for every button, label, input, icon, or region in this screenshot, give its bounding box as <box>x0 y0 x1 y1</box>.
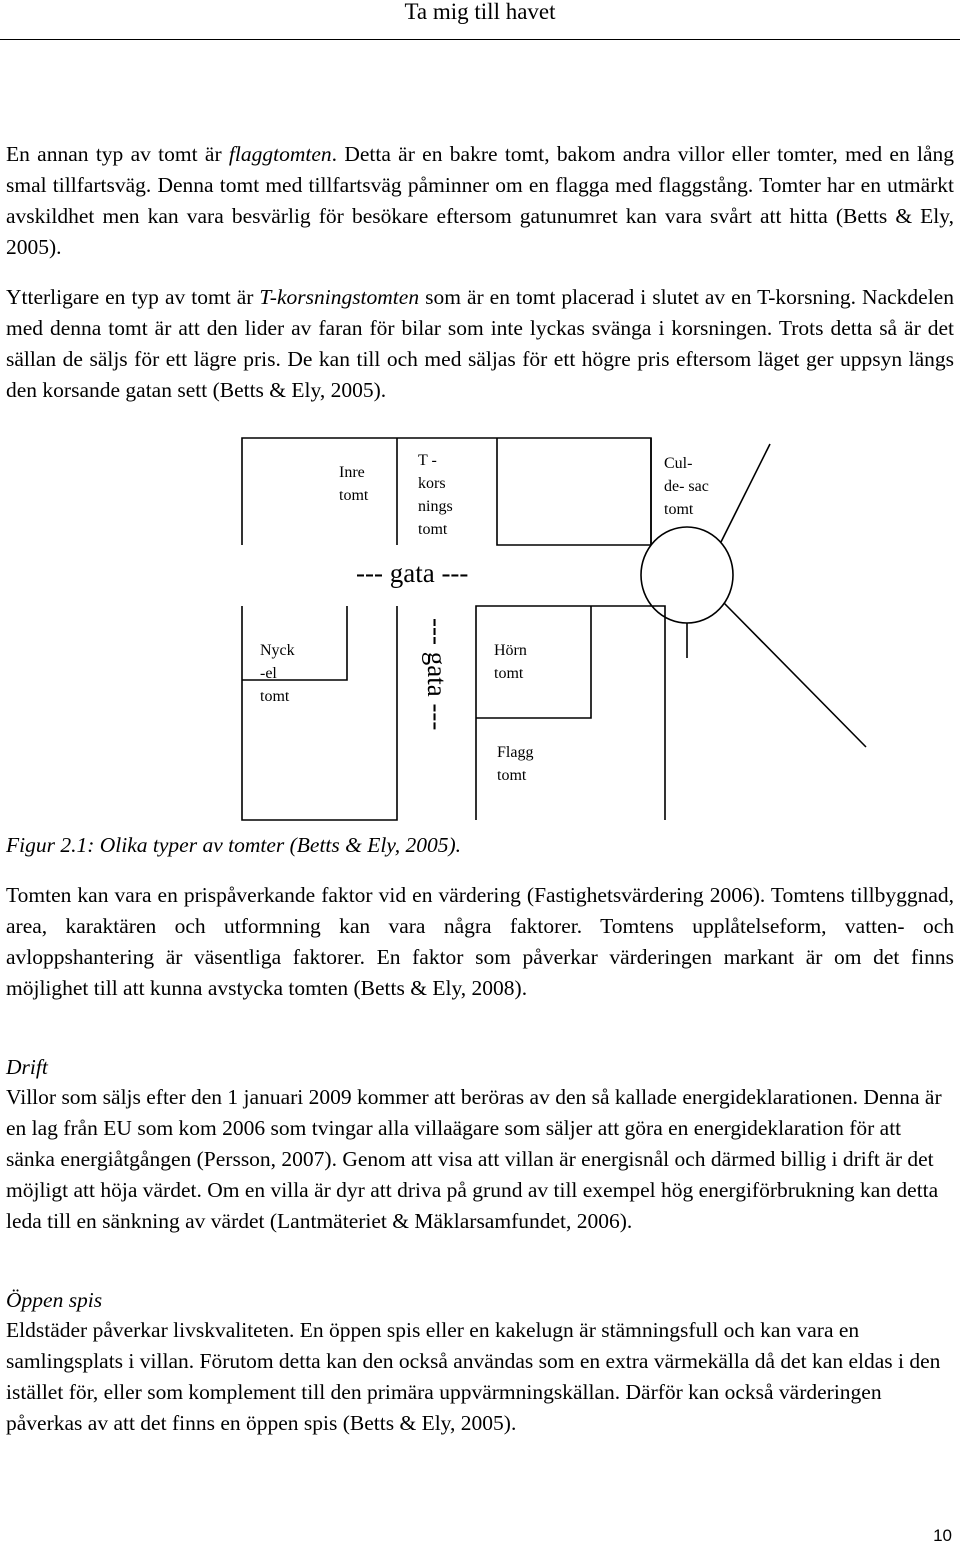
label-street-vertical: --- gata --- <box>422 618 452 731</box>
page-header: Ta mig till havet <box>404 0 556 24</box>
divider-tkors-culdesac <box>497 438 651 545</box>
culdesac-line-upper <box>721 444 770 542</box>
label-flaggtomt: Flagg tomt <box>497 744 534 784</box>
paragraph-flaggtomt-before: En annan typ av tomt är <box>6 142 229 166</box>
label-horntomt: Hörn tomt <box>494 642 527 682</box>
culdesac-line-lower <box>724 603 866 747</box>
paragraph-oppen-spis: Eldstäder påverkar livskvaliteten. En öppen spis eller en kakelugn är stämningsfull och kan vara en samlingsplats i villan. Förutom detta kan den också användas som en extra värmekälla då det kan eldas i den istället för, eller som komplement till den primära uppvärmningskällan. Därför kan också värderingen påverkas av att det finns en öppen spis (Betts & Ely, 2005). <box>6 1318 941 1435</box>
cul-de-sac-circle <box>641 527 733 623</box>
lot-diagram-lines <box>0 420 960 830</box>
heading-oppen-spis: Öppen spis <box>6 1288 103 1312</box>
label-inre-tomt: Inre tomt <box>339 464 369 504</box>
paragraph-flaggtomt <box>6 139 954 263</box>
label-nyckeltomt: Nyck -el tomt <box>260 642 295 705</box>
figure-caption: Figur 2.1: Olika typer av tomter (Betts & Ely, 2005). <box>6 833 461 857</box>
paragraph-t-korsning <box>6 282 954 406</box>
term-t-korsningstomten: T-korsningstomten <box>259 285 420 309</box>
header-rule <box>0 39 960 40</box>
label-t-korsningstomt: T - kors nings tomt <box>418 452 453 538</box>
page-number: 10 <box>933 1526 952 1545</box>
paragraph-prispaverkande: Tomten kan vara en prispåverkande faktor vid en värdering (Fastighetsvärdering 2006). Tomtens tillbyggnad, area, karaktären och utformning kan vara några faktorer. Tomtens upplåtelseform, vatten- och avloppshantering är väsentliga faktorer. En faktor som påverkar värderingen markant är om det finns möjlighet till att kunna avstycka tomten (Betts & Ely, 2008). <box>6 883 954 1000</box>
lot-types-diagram <box>0 420 960 830</box>
paragraph-t-korsning-after: som är en tomt placerad i slutet av en T-korsning. Nackdelen med denna tomt är att den lider av faran för bilar som inte lyckas svänga i korsningen. Trots detta så är det sällan de säljs för ett lägre pris. De kan till och med säljas för ett högre pris eftersom läget ger uppsyn längs den korsande gatan sett (Betts & Ely, 2005). <box>6 285 954 402</box>
paragraph-t-korsning-before: Ytterligare en typ av tomt är <box>6 285 260 309</box>
term-flaggtomten: flaggtomten <box>228 142 332 166</box>
label-street-horizontal: --- gata --- <box>356 558 469 588</box>
heading-drift: Drift <box>6 1055 48 1079</box>
label-cul-de-sac-tomt: Cul- de- sac tomt <box>664 455 709 518</box>
paragraph-flaggtomt-after: . Detta är en bakre tomt, bakom andra villor eller tomter, med en lång smal tillfartsväg. Denna tomt med tillfartsväg påminner om en flagga med flaggstång. Tomter har en utmärkt avskildhet men kan vara besvärlig för besökare eftersom gatunumret kan vara svårt att hitta (Betts & Ely, 2005). <box>6 142 955 259</box>
paragraph-drift: Villor som säljs efter den 1 januari 2009 kommer att beröras av den så kallade energideklarationen. Denna är en lag från EU som kom 2006 som tvingar alla villaägare som säljer att göra en energideklaration för att sänka energiåtgången (Persson, 2007). Genom att visa att villan är energisnål och därmed billig i drift är det möjligt att höja värdet. Om en villa är dyr att driva på grund av till exempel hög energiförbrukning kan detta leda till en sänkning av värdet (Lantmäteriet & Mäklarsamfundet, 2006). <box>6 1085 942 1233</box>
